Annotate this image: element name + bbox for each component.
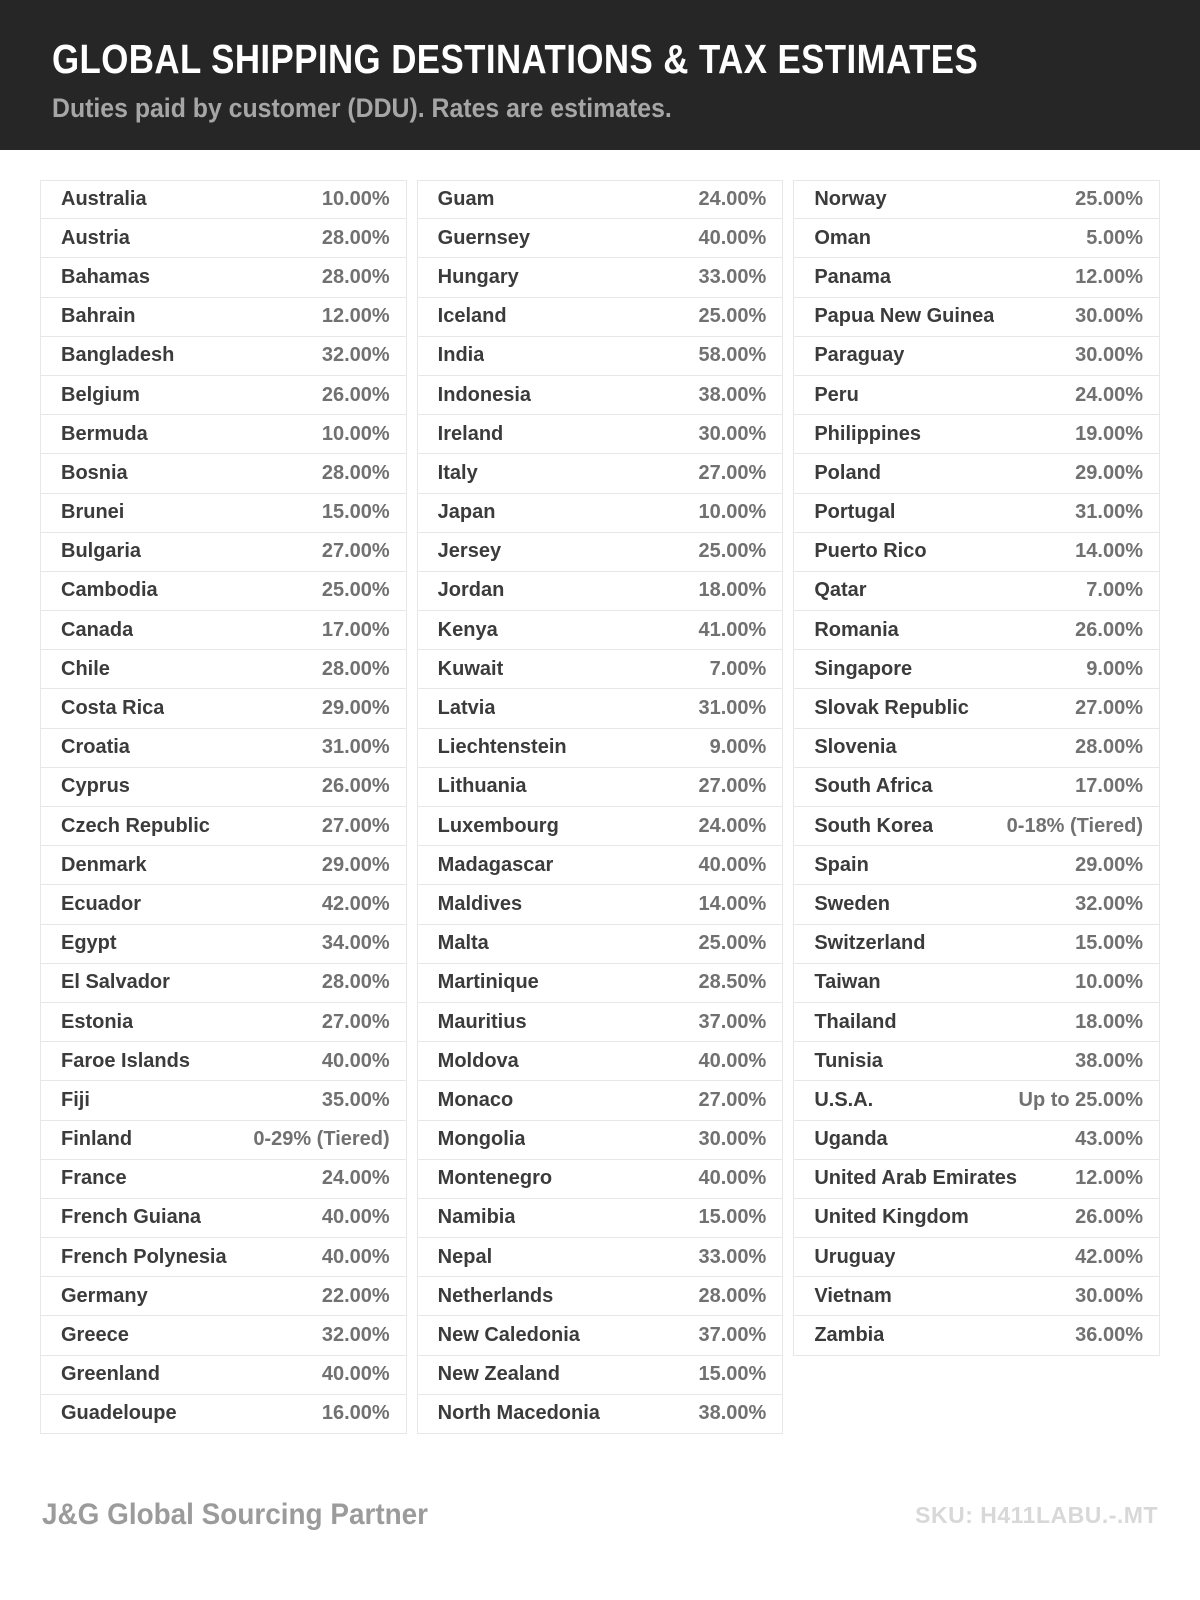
tax-rate: 31.00% <box>1075 501 1144 524</box>
tax-rate: 29.00% <box>321 697 390 720</box>
country-name: Thailand <box>814 1010 897 1033</box>
country-name: Faroe Islands <box>61 1049 190 1072</box>
country-name: Uganda <box>814 1128 888 1151</box>
table-row <box>417 1356 784 1395</box>
country-name: Poland <box>814 461 882 484</box>
tax-rate: 28.00% <box>321 226 390 249</box>
tax-rate: 28.00% <box>321 657 390 680</box>
tax-rate: 58.00% <box>698 344 767 367</box>
tax-rate: 19.00% <box>1075 422 1144 445</box>
table-row <box>40 885 407 924</box>
tax-rate: 27.00% <box>321 540 390 563</box>
country-name: El Salvador <box>61 971 170 994</box>
rates-table <box>40 180 1160 1434</box>
country-name: Mauritius <box>437 1010 527 1033</box>
country-name: Uruguay <box>814 1245 896 1268</box>
tax-rate: 38.00% <box>1075 1049 1144 1072</box>
country-name: Canada <box>61 618 134 641</box>
country-name: Cyprus <box>61 775 130 798</box>
country-name: Jersey <box>437 540 502 563</box>
table-row <box>793 964 1160 1003</box>
table-row <box>793 180 1160 219</box>
tax-rate: 28.00% <box>321 971 390 994</box>
tax-rate: 0-29% (Tiered) <box>253 1128 390 1151</box>
tax-rate: 26.00% <box>1075 1206 1144 1229</box>
table-row <box>417 1277 784 1316</box>
country-name: Germany <box>61 1284 148 1307</box>
table-row <box>793 258 1160 297</box>
table-row <box>40 1042 407 1081</box>
table-row <box>793 337 1160 376</box>
table-row <box>417 180 784 219</box>
country-name: Panama <box>814 265 892 288</box>
tax-rate: 14.00% <box>1075 540 1144 563</box>
table-row <box>417 768 784 807</box>
country-name: Fiji <box>61 1088 90 1111</box>
country-name: Bermuda <box>61 422 148 445</box>
country-name: Indonesia <box>437 383 532 406</box>
tax-rate: 31.00% <box>321 736 390 759</box>
rates-column-3 <box>793 180 1160 1356</box>
table-row <box>793 376 1160 415</box>
table-row <box>417 572 784 611</box>
table-row <box>417 1316 784 1355</box>
tax-rate: 33.00% <box>698 265 767 288</box>
tax-rate: 18.00% <box>1075 1010 1144 1033</box>
sku-label: SKU: H411LABU.-.MT <box>915 1501 1158 1528</box>
tax-rate: 17.00% <box>1075 775 1144 798</box>
table-row <box>793 533 1160 572</box>
country-name: Greenland <box>61 1363 160 1386</box>
country-name: Malta <box>437 932 489 955</box>
tax-rate: 9.00% <box>1086 657 1144 680</box>
tax-rate: 27.00% <box>698 461 767 484</box>
table-row <box>40 454 407 493</box>
table-row <box>793 415 1160 454</box>
tax-rate: 30.00% <box>698 1128 767 1151</box>
country-name: Jordan <box>437 579 505 602</box>
tax-rate: 24.00% <box>1075 383 1144 406</box>
tax-rate: 28.00% <box>698 1284 767 1307</box>
tax-rate: 10.00% <box>321 422 390 445</box>
tax-rate: 34.00% <box>321 932 390 955</box>
country-name: Slovak Republic <box>814 697 969 720</box>
tax-rate: 25.00% <box>1075 188 1144 211</box>
country-name: Qatar <box>814 579 867 602</box>
table-row <box>417 964 784 1003</box>
table-row <box>793 1277 1160 1316</box>
tax-rate: 42.00% <box>321 892 390 915</box>
tax-rate: 36.00% <box>1075 1324 1144 1347</box>
table-row <box>40 1356 407 1395</box>
tax-rate: 25.00% <box>321 579 390 602</box>
country-name: Ecuador <box>61 892 142 915</box>
country-name: Singapore <box>814 657 913 680</box>
tax-rate: 40.00% <box>321 1245 390 1268</box>
tax-rate: 32.00% <box>1075 892 1144 915</box>
tax-rate: 7.00% <box>709 657 767 680</box>
table-row <box>40 219 407 258</box>
table-row <box>793 1121 1160 1160</box>
table-row <box>417 337 784 376</box>
tax-rate: 40.00% <box>321 1206 390 1229</box>
table-row <box>793 1238 1160 1277</box>
country-name: Paraguay <box>814 344 905 367</box>
brand-name: J&G Global Sourcing Partner <box>42 1498 429 1531</box>
country-name: Luxembourg <box>437 814 559 837</box>
table-row <box>40 964 407 1003</box>
country-name: South Africa <box>814 775 933 798</box>
tax-rate: 27.00% <box>321 1010 390 1033</box>
tax-rate: 27.00% <box>698 775 767 798</box>
tax-rate: 27.00% <box>1075 697 1144 720</box>
country-name: Croatia <box>61 736 130 759</box>
footer <box>42 1498 1158 1532</box>
country-name: Iceland <box>437 305 507 328</box>
country-name: South Korea <box>814 814 934 837</box>
table-row <box>793 689 1160 728</box>
table-row <box>40 1160 407 1199</box>
table-row <box>40 1395 407 1434</box>
country-name: Austria <box>61 226 130 249</box>
tax-rate: 10.00% <box>321 188 390 211</box>
country-name: Bosnia <box>61 461 128 484</box>
table-row <box>793 1042 1160 1081</box>
tax-rate: 28.00% <box>321 461 390 484</box>
table-row <box>40 298 407 337</box>
country-name: Martinique <box>437 971 539 994</box>
table-row <box>40 846 407 885</box>
tax-rate: 38.00% <box>698 1402 767 1425</box>
table-row <box>417 650 784 689</box>
tax-rate: 16.00% <box>321 1402 390 1425</box>
tax-rate: 26.00% <box>321 383 390 406</box>
table-row <box>40 1003 407 1042</box>
country-name: Ireland <box>437 422 504 445</box>
tax-rate: 25.00% <box>698 932 767 955</box>
country-name: Costa Rica <box>61 697 165 720</box>
country-name: Oman <box>814 226 872 249</box>
table-row <box>417 807 784 846</box>
tax-rate: 40.00% <box>698 1049 767 1072</box>
country-name: Sweden <box>814 892 890 915</box>
table-row <box>793 572 1160 611</box>
table-row <box>40 1081 407 1120</box>
table-row <box>793 454 1160 493</box>
tax-rate: 31.00% <box>698 697 767 720</box>
table-row <box>417 454 784 493</box>
country-name: Denmark <box>61 853 147 876</box>
table-row <box>40 807 407 846</box>
country-name: Taiwan <box>814 971 881 994</box>
country-name: Nepal <box>437 1245 493 1268</box>
country-name: United Kingdom <box>814 1206 969 1229</box>
table-row <box>40 729 407 768</box>
country-name: French Guiana <box>61 1206 202 1229</box>
table-row <box>793 611 1160 650</box>
table-row <box>793 729 1160 768</box>
table-row <box>793 650 1160 689</box>
table-row <box>40 1199 407 1238</box>
tax-rate: 25.00% <box>698 305 767 328</box>
country-name: Italy <box>437 461 478 484</box>
tax-rate: 15.00% <box>698 1206 767 1229</box>
table-row <box>40 494 407 533</box>
tax-rate: 22.00% <box>321 1284 390 1307</box>
tax-rate: 38.00% <box>698 383 767 406</box>
country-name: Czech Republic <box>61 814 210 837</box>
table-row <box>40 1316 407 1355</box>
country-name: Lithuania <box>437 775 527 798</box>
tax-rate: 25.00% <box>698 540 767 563</box>
country-name: Monaco <box>437 1088 514 1111</box>
table-row <box>417 1160 784 1199</box>
table-row <box>40 650 407 689</box>
table-row <box>40 337 407 376</box>
tax-rate: 26.00% <box>1075 618 1144 641</box>
tax-rate: 7.00% <box>1086 579 1144 602</box>
tax-rate: 37.00% <box>698 1324 767 1347</box>
country-name: Montenegro <box>437 1167 553 1190</box>
country-name: Peru <box>814 383 859 406</box>
tax-rate: 40.00% <box>698 226 767 249</box>
table-row <box>417 494 784 533</box>
table-row <box>793 807 1160 846</box>
tax-rate: 33.00% <box>698 1245 767 1268</box>
table-row <box>793 494 1160 533</box>
tax-rate: 24.00% <box>698 814 767 837</box>
tax-rate: 40.00% <box>321 1049 390 1072</box>
table-row <box>793 1003 1160 1042</box>
tax-rate: 24.00% <box>698 188 767 211</box>
tax-rate: 40.00% <box>321 1363 390 1386</box>
table-row <box>417 1121 784 1160</box>
country-name: Slovenia <box>814 736 897 759</box>
country-name: France <box>61 1167 127 1190</box>
table-row <box>793 846 1160 885</box>
page-subtitle: Duties paid by customer (DDU). Rates are estimates. <box>52 93 672 123</box>
country-name: Norway <box>814 188 887 211</box>
rates-column-1 <box>40 180 407 1434</box>
tax-rate: 10.00% <box>1075 971 1144 994</box>
table-row <box>793 219 1160 258</box>
country-name: United Arab Emirates <box>814 1167 1017 1190</box>
tax-rate: 43.00% <box>1075 1128 1144 1151</box>
country-name: Moldova <box>437 1049 519 1072</box>
tax-rate: 5.00% <box>1086 226 1144 249</box>
table-row <box>417 1042 784 1081</box>
tax-rate: 32.00% <box>321 1324 390 1347</box>
country-name: Australia <box>61 188 147 211</box>
table-row <box>793 1199 1160 1238</box>
table-row <box>40 689 407 728</box>
country-name: Greece <box>61 1324 129 1347</box>
country-name: Romania <box>814 618 899 641</box>
country-name: Bangladesh <box>61 344 175 367</box>
country-name: U.S.A. <box>814 1088 874 1111</box>
tax-rate: 9.00% <box>709 736 767 759</box>
table-row <box>793 925 1160 964</box>
country-name: Guam <box>437 188 495 211</box>
table-row <box>40 533 407 572</box>
country-name: Netherlands <box>437 1284 554 1307</box>
country-name: Maldives <box>437 892 523 915</box>
country-name: Chile <box>61 657 110 680</box>
table-row <box>417 689 784 728</box>
country-name: Hungary <box>437 265 519 288</box>
table-row <box>40 258 407 297</box>
tax-rate: Up to 25.00% <box>1018 1088 1144 1111</box>
table-row <box>417 1395 784 1434</box>
tax-rate: 30.00% <box>1075 344 1144 367</box>
country-name: Cambodia <box>61 579 158 602</box>
table-row <box>417 258 784 297</box>
tax-rate: 10.00% <box>698 501 767 524</box>
tax-rate: 30.00% <box>1075 1284 1144 1307</box>
country-name: Madagascar <box>437 853 554 876</box>
country-name: Kenya <box>437 618 498 641</box>
tax-rate: 37.00% <box>698 1010 767 1033</box>
country-name: Bahamas <box>61 265 150 288</box>
table-row <box>417 1003 784 1042</box>
tax-rate: 29.00% <box>1075 853 1144 876</box>
tax-rate: 15.00% <box>1075 932 1144 955</box>
tax-rate: 29.00% <box>321 853 390 876</box>
table-row <box>417 415 784 454</box>
table-row <box>417 925 784 964</box>
country-name: French Polynesia <box>61 1245 227 1268</box>
tax-rate: 14.00% <box>698 892 767 915</box>
table-row <box>417 1238 784 1277</box>
tax-rate: 27.00% <box>698 1088 767 1111</box>
tax-rate: 29.00% <box>1075 461 1144 484</box>
table-row <box>793 768 1160 807</box>
country-name: Vietnam <box>814 1284 892 1307</box>
tax-rate: 12.00% <box>321 305 390 328</box>
table-row <box>793 1081 1160 1120</box>
tax-rate: 30.00% <box>698 422 767 445</box>
tax-rate: 42.00% <box>1075 1245 1144 1268</box>
country-name: Kuwait <box>437 657 504 680</box>
rates-column-2 <box>417 180 784 1434</box>
tax-rate: 0-18% (Tiered) <box>1006 814 1144 837</box>
tax-rate: 18.00% <box>698 579 767 602</box>
tax-rate: 35.00% <box>321 1088 390 1111</box>
country-name: Brunei <box>61 501 125 524</box>
table-row <box>40 376 407 415</box>
table-row <box>417 729 784 768</box>
country-name: Puerto Rico <box>814 540 927 563</box>
table-row <box>417 885 784 924</box>
country-name: India <box>437 344 485 367</box>
table-row <box>793 1316 1160 1355</box>
tax-rate: 28.00% <box>321 265 390 288</box>
tax-rate: 12.00% <box>1075 265 1144 288</box>
tax-rate: 32.00% <box>321 344 390 367</box>
table-row <box>40 572 407 611</box>
tax-rate: 28.50% <box>698 971 767 994</box>
country-name: Egypt <box>61 932 117 955</box>
table-row <box>40 925 407 964</box>
country-name: Latvia <box>437 697 496 720</box>
table-row <box>793 885 1160 924</box>
country-name: North Macedonia <box>437 1402 600 1425</box>
tax-rate: 15.00% <box>321 501 390 524</box>
country-name: Tunisia <box>814 1049 883 1072</box>
table-row <box>417 219 784 258</box>
country-name: Switzerland <box>814 932 926 955</box>
table-row <box>417 846 784 885</box>
table-row <box>40 415 407 454</box>
table-row <box>417 533 784 572</box>
country-name: Estonia <box>61 1010 134 1033</box>
country-name: Zambia <box>814 1324 885 1347</box>
country-name: Belgium <box>61 383 140 406</box>
table-row <box>417 611 784 650</box>
country-name: Liechtenstein <box>437 736 567 759</box>
tax-rate: 40.00% <box>698 1167 767 1190</box>
country-name: Mongolia <box>437 1128 526 1151</box>
country-name: Guernsey <box>437 226 530 249</box>
tax-rate: 40.00% <box>698 853 767 876</box>
page-title: GLOBAL SHIPPING DESTINATIONS & TAX ESTIMATES <box>52 36 979 82</box>
table-row <box>40 1238 407 1277</box>
table-row <box>40 768 407 807</box>
table-row <box>793 298 1160 337</box>
table-row <box>40 1277 407 1316</box>
table-row <box>40 180 407 219</box>
tax-rate: 15.00% <box>698 1363 767 1386</box>
country-name: Japan <box>437 501 496 524</box>
table-row <box>417 1081 784 1120</box>
country-name: Papua New Guinea <box>814 305 995 328</box>
tax-rate: 30.00% <box>1075 305 1144 328</box>
country-name: Finland <box>61 1128 133 1151</box>
table-row <box>417 1199 784 1238</box>
country-name: New Zealand <box>437 1363 560 1386</box>
table-row <box>417 298 784 337</box>
tax-rate: 27.00% <box>321 814 390 837</box>
tax-rate: 12.00% <box>1075 1167 1144 1190</box>
country-name: New Caledonia <box>437 1324 580 1347</box>
country-name: Namibia <box>437 1206 516 1229</box>
table-row <box>417 376 784 415</box>
country-name: Philippines <box>814 422 922 445</box>
tax-rate: 26.00% <box>321 775 390 798</box>
tax-rate: 24.00% <box>321 1167 390 1190</box>
country-name: Bahrain <box>61 305 136 328</box>
table-row <box>793 1160 1160 1199</box>
country-name: Spain <box>814 853 869 876</box>
country-name: Portugal <box>814 501 896 524</box>
tax-rate: 17.00% <box>321 618 390 641</box>
country-name: Bulgaria <box>61 540 142 563</box>
table-row <box>40 611 407 650</box>
table-row <box>40 1121 407 1160</box>
country-name: Guadeloupe <box>61 1402 177 1425</box>
tax-rate: 28.00% <box>1075 736 1144 759</box>
tax-rate: 41.00% <box>698 618 767 641</box>
header-banner <box>0 0 1200 150</box>
